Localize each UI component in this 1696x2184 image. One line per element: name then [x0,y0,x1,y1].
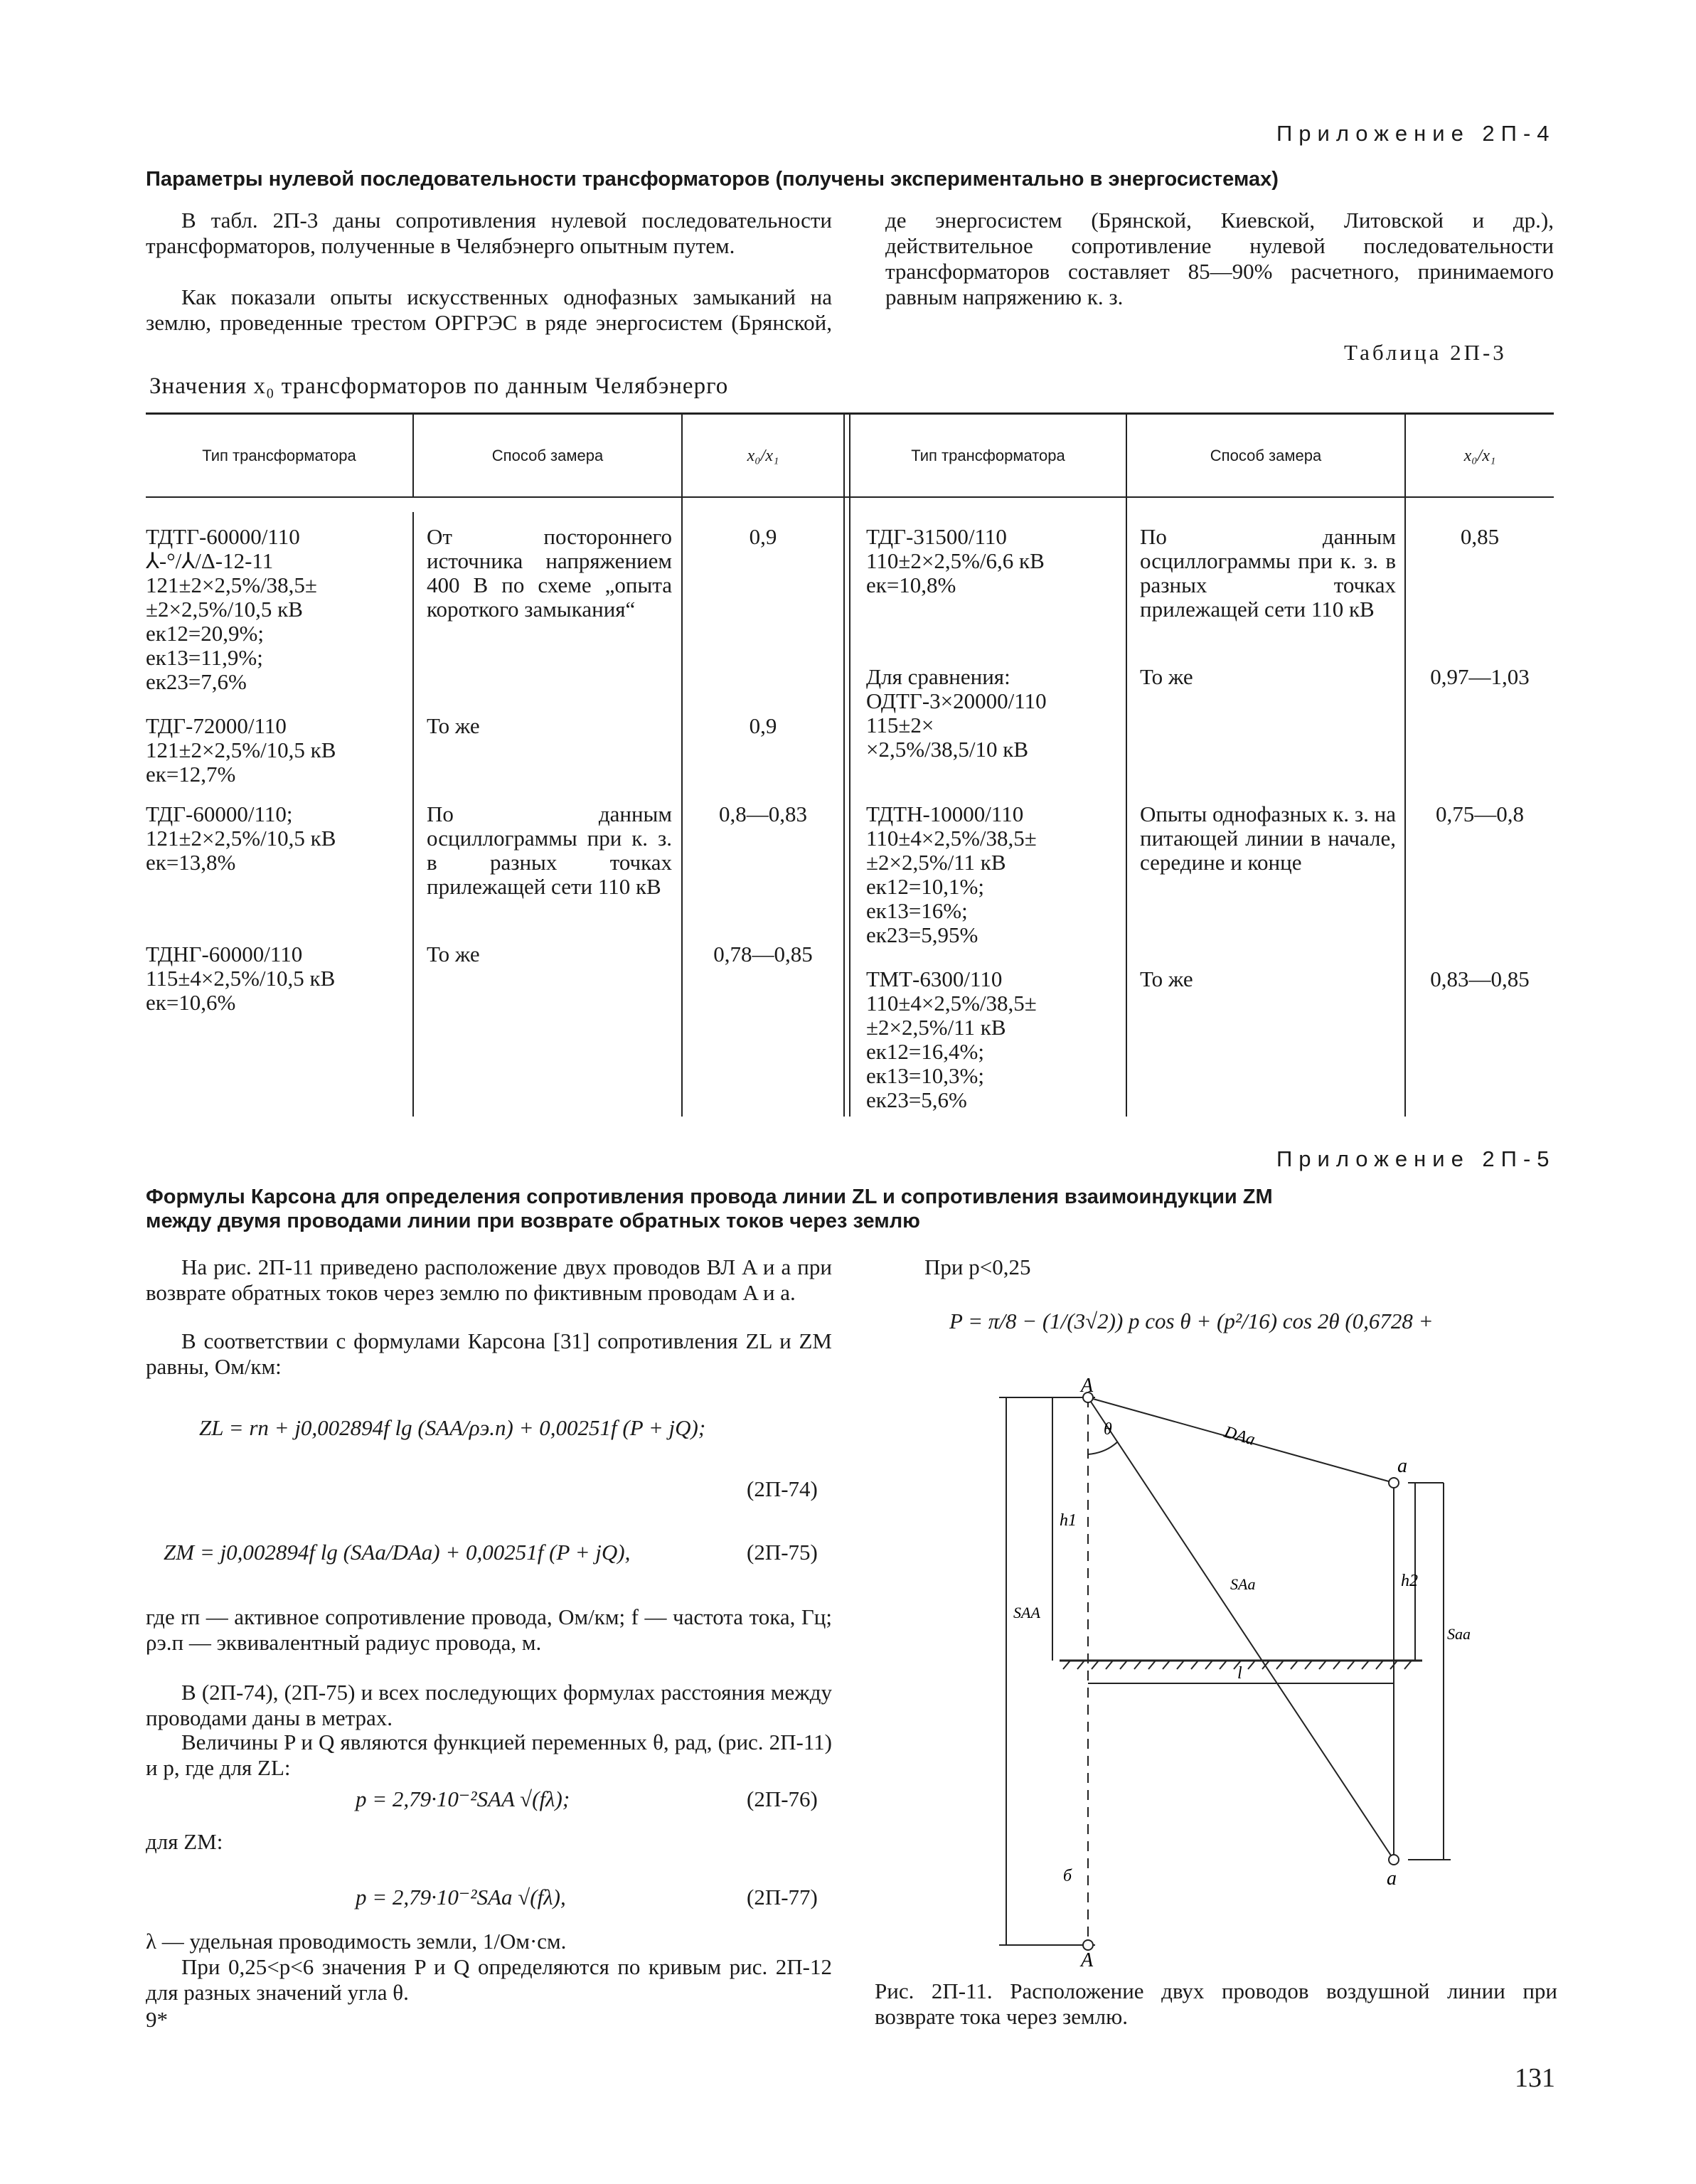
table-title: Значения x₀ трансформаторов по данным Челябэнерго [149,373,729,399]
equation-2p-75-number: (2П-75) [747,1540,818,1565]
th-type-right: Тип трансформатора [911,447,1065,464]
th-ratio-left: x₀/x₁ [747,447,779,465]
table-cell-method: По данным осциллограммы при к. з. в разных точках прилежащей сети 110 кВ [427,801,672,899]
label-h1: h1 [1060,1511,1077,1530]
equation-2p-77: p = 2,79·10⁻²SAa √(fλ), [356,1885,566,1909]
appendix-5-title-line2: между двумя проводами линии при возврате обратных токов через землю [146,1210,920,1232]
table-cell-ratio: 0,9 [749,524,777,549]
appendix-4-para-2b: де энергосистем (Брянской, Киевской, Литовской и др.), действительное сопротивление нулевой последовательности трансформаторов составляет 85—90% расчетного, принимаемого равным напряжению к. з. [885,208,1554,309]
table-cell-method: По данным осциллограммы при к. з. в разных точках прилежащей сети 110 кВ [1140,524,1396,622]
label-d-aa: DAa [1222,1422,1257,1449]
table-cell-ratio: 0,9 [749,713,777,738]
label-a: a [1397,1455,1407,1477]
appendix-4-para-1: В табл. 2П-3 даны сопротивления нулевой последовательности трансформаторов, полученные в Челябэнерго опытным путем. [146,208,832,258]
appendix-5-title-line1: Формулы Карсона для определения сопротивления провода линии ZL и сопротивления взаимоиндукции ZM [146,1186,1273,1208]
label-s-Aa: SAa [1230,1575,1256,1593]
table-cell-ratio: 0,8—0,83 [719,801,807,826]
appendix-5-label: Приложение 2П-5 [1276,1146,1556,1171]
signature-mark: 9* [146,2007,168,2032]
th-ratio-right: x₀/x₁ [1463,447,1496,465]
theta-arc [1088,1442,1118,1454]
label-A-low: A [1081,1949,1094,1966]
conductor-A-image [1083,1940,1093,1950]
table-cell-ratio: 0,97—1,03 [1430,664,1530,689]
conductor-a-lower-case [1389,1478,1399,1488]
figure-caption: Рис. 2П-11. Расположение двух проводов воздушной линии при возврате тока через землю. [875,1978,1557,2029]
appendix-5-para-2: В соответствии с формулами Карсона [31] сопротивления ZL и ZM равны, Ом/км: [146,1328,832,1379]
table-cell-type: ТДГ-31500/110 110±2×2,5%/6,6 кВ eк=10,8% [866,524,1045,597]
th-method-right: Способ замера [1210,447,1322,464]
th-method-left: Способ замера [491,447,604,464]
table-vline-4 [1126,414,1127,1117]
label-A: A [1081,1376,1094,1397]
table-cell-method: Опыты однофазных к. з. на питающей линии в начале, середине и конце [1140,801,1396,875]
equation-2p-76: p = 2,79·10⁻²SAA √(fλ); [356,1786,570,1811]
conductor-a-image [1389,1855,1399,1865]
equation-2p-76-number: (2П-76) [747,1786,818,1811]
table-vline-1 [412,512,414,1117]
table-cell-type: ТДГ-72000/110 121±2×2,5%/10,5 кВ eк=12,7% [146,713,336,787]
table-vline-2 [681,414,683,1117]
table-cell-type: ТМТ-6300/110 110±4×2,5%/38,5± ±2×2,5%/11 кВ eк12=16,4%; eк13=10,3%; eк23=5,6% [866,966,1037,1112]
table-cell-ratio: 0,83—0,85 [1430,966,1530,991]
appendix-5-para-4: В (2П-74), (2П-75) и всех последующих формулах расстояния между проводами даны в метрах. [146,1680,832,1730]
table-cell-method: То же [1140,966,1193,991]
table-vline-3a [843,414,845,1117]
table-cell-type: Для сравнения: ОДТГ-3×20000/110 115±2× ×2,5%/38,5/10 кВ [866,664,1047,762]
label-s-aa: Saa [1447,1625,1471,1643]
table-vline-5 [1404,414,1406,1117]
table-label: Таблица 2П-3 [1344,340,1507,365]
th-type-left: Тип трансформатора [202,447,356,464]
appendix-5-para-6: λ — удельная проводимость земли, 1/Ом·см. [146,1929,567,1954]
label-theta: θ [1104,1420,1112,1439]
equation-p-small: P = π/8 − (1/(3√2)) p cos θ + (p²/16) cos 2θ (0,6728 + [949,1309,1434,1333]
equation-2p-74: ZL = rп + j0,002894f lg (SAA/ρэ.п) + 0,00251f (P + jQ); [199,1415,706,1440]
table-cell-type: ТДТН-10000/110 110±4×2,5%/38,5± ±2×2,5%/11 кВ eк12=10,1%; eк13=16%; eк23=5,95% [866,801,1037,947]
table-cell-type: ТДГ-60000/110; 121±2×2,5%/10,5 кВ eк=13,8% [146,801,336,875]
figure-2p-11 [981,1376,1493,1966]
equation-2p-75: ZM = j0,002894f lg (SAa/DAa) + 0,00251f (P + jQ), [164,1540,631,1565]
appendix-5-para-3: где rп — активное сопротивление провода, Ом/км; f — частота тока, Гц; ρэ.п — эквивалентный радиус провода, м. [146,1604,832,1655]
table-cell-ratio: 0,85 [1460,524,1500,549]
page-number: 131 [1515,2063,1555,2093]
label-l: l [1237,1664,1242,1683]
table-cell-type: ТДТГ-60000/110 ⅄-°/⅄/Δ-12-11 121±2×2,5%/38,5± ±2×2,5%/10,5 кВ eк12=20,9%; eк13=11,9%; eк23=7,6% [146,524,317,694]
appendix-5-para-5: Величины P и Q являются функцией переменных θ, рад, (рис. 2П-11) и p, где для ZL: [146,1730,832,1780]
equation-2p-74-number: (2П-74) [747,1476,818,1501]
appendix-4-para-2a: Как показали опыты искусственных однофазных замыканий на землю, проведенные трестом ОРГРЭС в ряде энергосистем (Брянской, [146,284,832,335]
appendix-5-para-7: При 0,25<p<6 значения P и Q определяются по кривым рис. 2П-12 для разных значений угла θ. [146,1954,832,2005]
appendix-4-label: Приложение 2П-4 [1276,121,1556,146]
for-zm-label: для ZM: [146,1829,223,1854]
label-s-AA: SAA [1013,1604,1040,1621]
right-intro: При p<0,25 [924,1255,1031,1279]
table-cell-ratio: 0,75—0,8 [1436,801,1524,826]
table-cell-method: От постороннего источника напряжением 400 В по схеме „опыта короткого замыкания“ [427,524,672,622]
label-h2: h2 [1401,1572,1418,1590]
table-cell-ratio: 0,78—0,85 [713,942,813,966]
label-b: б [1063,1867,1072,1885]
table-cell-type: ТДНГ-60000/110 115±4×2,5%/10,5 кВ eк=10,6% [146,942,336,1015]
line-s-aa [1088,1397,1394,1860]
appendix-4-title: Параметры нулевой последовательности трансформаторов (получены экспериментально в энергосистемах) [146,168,1279,191]
label-a-low: a [1387,1868,1397,1890]
table-vline-3b [849,414,850,1117]
table-cell-method: То же [1140,664,1193,689]
table-cell-method: То же [427,713,480,738]
table-cell-method: То же [427,942,480,966]
equation-2p-77-number: (2П-77) [747,1885,818,1909]
appendix-5-para-1: На рис. 2П-11 приведено расположение двух проводов ВЛ A и a при возврате обратных токов через землю по фиктивным проводам A и a. [146,1255,832,1305]
